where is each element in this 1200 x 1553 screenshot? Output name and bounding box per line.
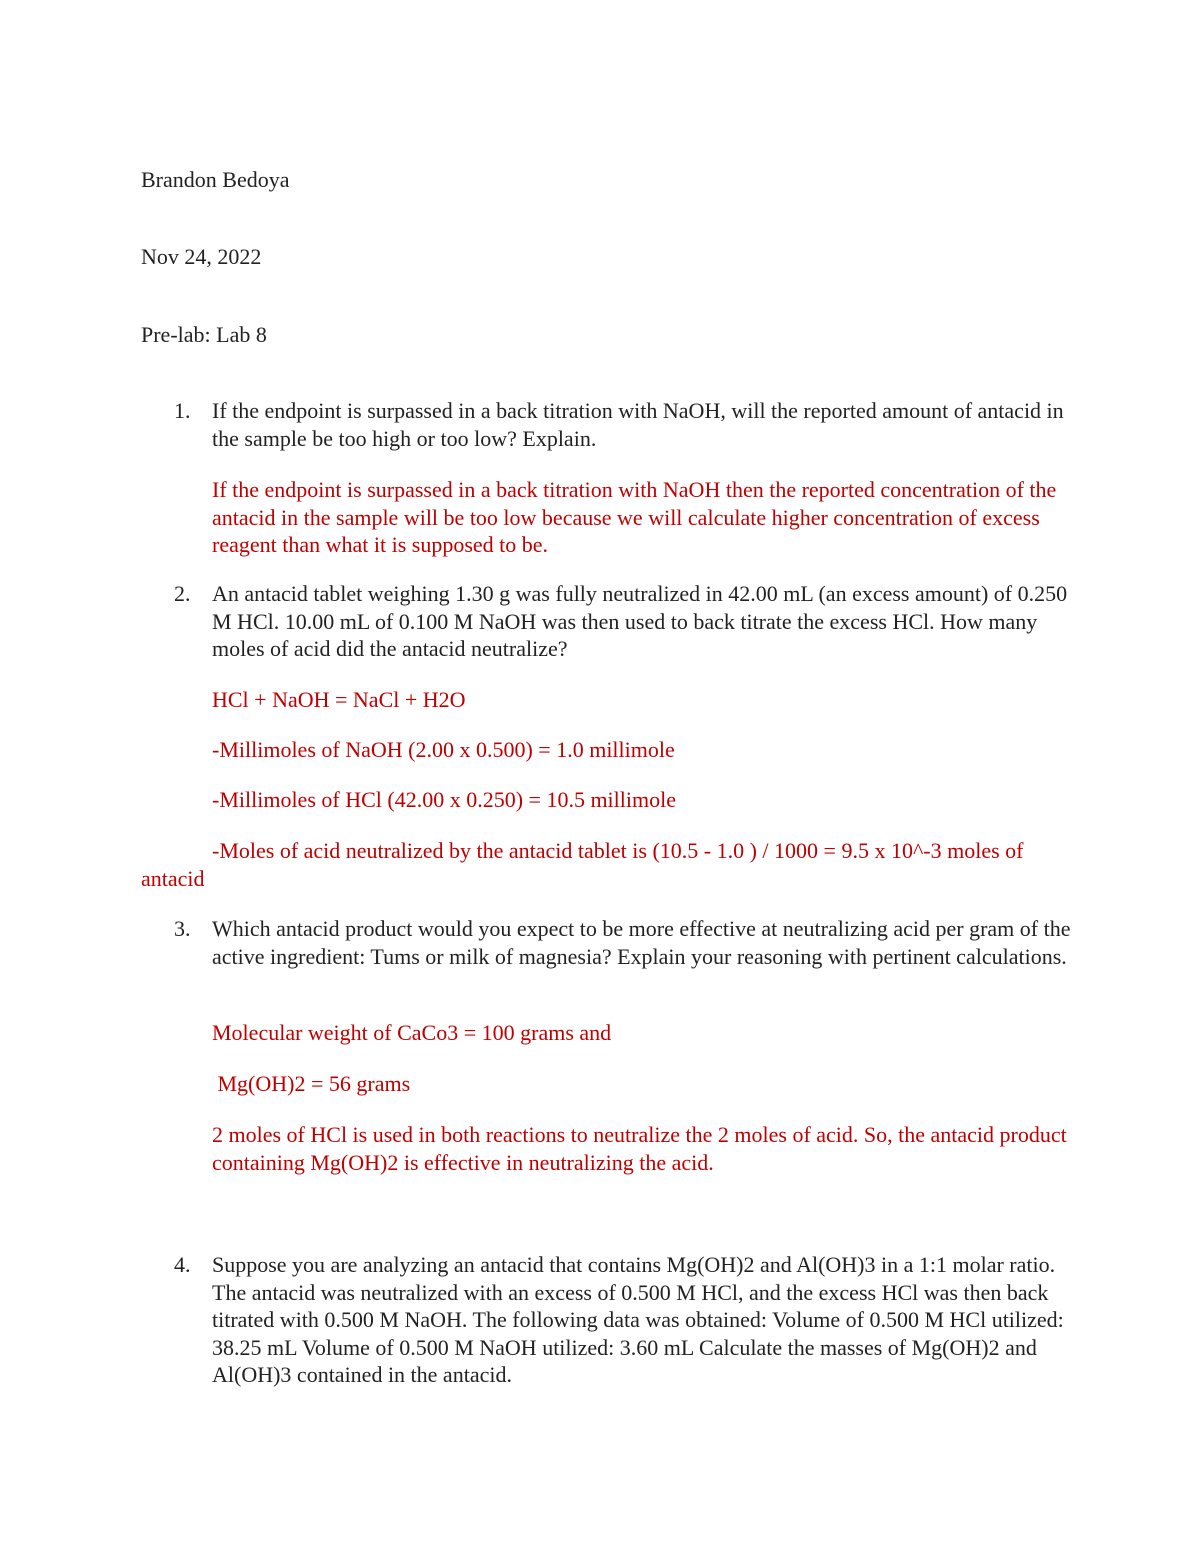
question-prompt-3: Which antacid product would you expect to be more effective at neutralizing acid per gram of the active ingredient: Tums or milk of magnesia? Explain your reasoning with pertinent calculations. [212,916,1071,969]
question-prompt-4: Suppose you are analyzing an antacid that contains Mg(OH)2 and Al(OH)3 in a 1:1 molar ratio. The antacid was neutralized with an excess of 0.500 M HCl, and the excess HCl was then back titrated with 0.500 M NaOH. The following data was obtained: Volume of 0.500 M HCl utilized: 38.25 mL Volume of 0.500 M NaOH utilized: 3.60 mL Calculate the masses of Mg(OH)2 and Al(OH)3 contained in the antacid. [212,1252,1064,1387]
answer-1: If the endpoint is surpassed in a back titration with NaOH then the reported concentration of the antacid in the sample will be too low because we will calculate higher concentration of excess reagent than what it is supposed to be. [212,477,1057,557]
question-number-4: 4. [174,1252,191,1277]
document-title: Pre-lab: Lab 8 [141,322,267,347]
answer-2-naoh: -Millimoles of NaOH (2.00 x 0.500) = 1.0 millimole [212,737,675,762]
answer-2-equation: HCl + NaOH = NaCl + H2O [212,687,466,712]
answer-2-hcl: -Millimoles of HCl (42.00 x 0.250) = 10.5 millimole [212,787,676,812]
answer-3-mgoh2: Mg(OH)2 = 56 grams [212,1071,411,1096]
question-prompt-1: If the endpoint is surpassed in a back titration with NaOH, will the reported amount of antacid in the sample be too high or too low? Explain. [212,398,1064,451]
author-name: Brandon Bedoya [141,167,290,192]
document-date: Nov 24, 2022 [141,244,262,269]
question-number-1: 1. [174,398,191,423]
question-number-2: 2. [174,581,191,606]
answer-3-conclusion: 2 moles of HCl is used in both reactions to neutralize the 2 moles of acid. So, the antacid product containing Mg(OH)2 is effective in neutralizing the acid. [212,1122,1067,1175]
question-number-3: 3. [174,916,191,941]
answer-2-result: -Moles of acid neutralized by the antacid tablet is (10.5 - 1.0 ) / 1000 = 9.5 x 10^-3 moles of antacid [141,838,1024,891]
answer-3-caco3: Molecular weight of CaCo3 = 100 grams and [212,1020,612,1045]
question-prompt-2: An antacid tablet weighing 1.30 g was fully neutralized in 42.00 mL (an excess amount) of 0.250 M HCl. 10.00 mL of 0.100 M NaOH was then used to back titrate the excess HCl. How many moles of acid did the antacid neutralize? [212,581,1068,661]
